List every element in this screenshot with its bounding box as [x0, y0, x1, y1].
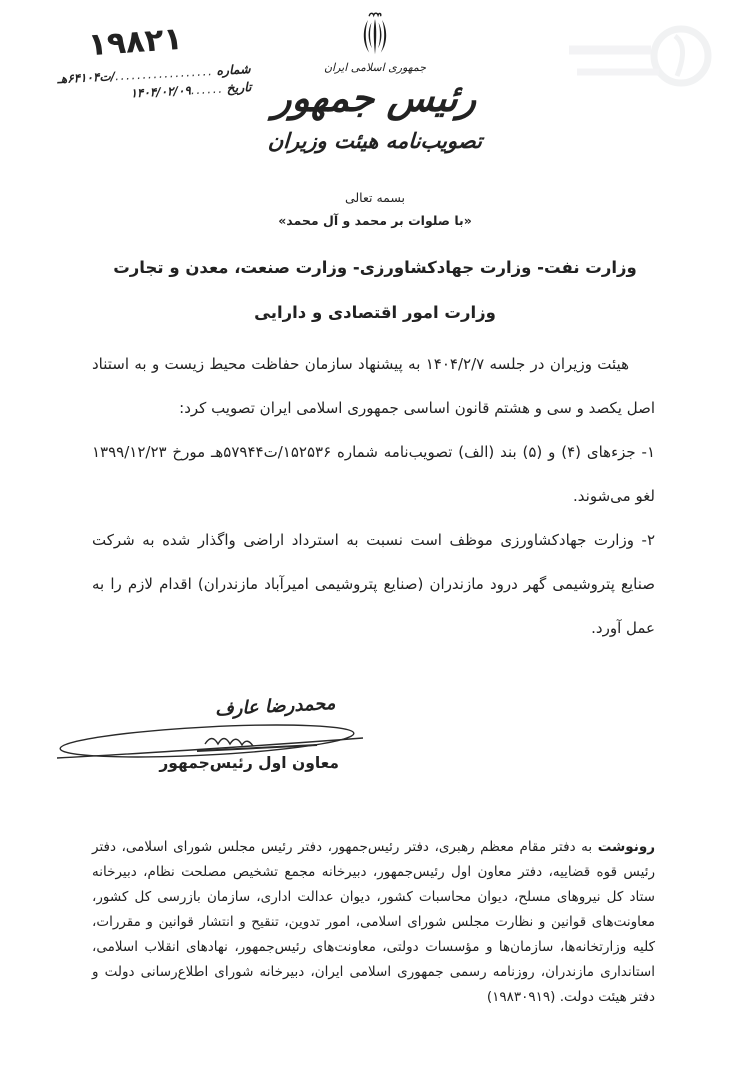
- invocation: [0, 190, 750, 228]
- document-type-title: تصویب‌نامه هیئت وزیران: [267, 129, 483, 153]
- letterhead: [0, 10, 750, 153]
- addressee-line2: وزارت امور اقتصادی و دارایی: [254, 303, 496, 322]
- signature-block: [55, 692, 367, 797]
- number-label: شماره: [215, 61, 251, 78]
- date-value: ۱۴۰۴/۰۲/۰۹: [130, 83, 192, 101]
- date-label: تاریخ: [226, 79, 252, 96]
- addressees: [60, 258, 690, 322]
- cc-label: رونوشت: [597, 839, 655, 855]
- signer-title: معاون اول رئیس‌جمهور: [159, 754, 339, 772]
- invocation-line2: «با صلوات بر محمد و آل محمد»: [278, 213, 472, 228]
- number-value: /ت۶۴۱۰۴هـ: [56, 69, 116, 87]
- cc-paragraph: [92, 835, 655, 1010]
- signer-name: محمدرضا عارف: [214, 692, 336, 721]
- iran-national-emblem-icon: [353, 10, 397, 60]
- country-title: جمهوری اسلامی ایران: [323, 61, 427, 74]
- number-dotted-leader: ..................: [114, 63, 214, 84]
- office-title: رئیس جمهور: [271, 76, 479, 120]
- decree-body: [92, 342, 655, 650]
- invocation-line1: بسمه تعالی: [344, 190, 406, 205]
- date-dotted-leader: ......: [190, 80, 224, 98]
- cc-body: به دفتر مقام معظم رهبری، دفتر رئیس‌جمهور، دفتر رئیس مجلس شورای اسلامی، دفتر رئیس قوه قضاییه، دفتر معاون اول رئیس‌جمهور، دبیرخانه مجمع تشخیص مصلحت نظام، دبیرخانه ستاد کل نیروهای مسلح، دیوان محاسبات کشور، دیوان عدالت اداری، سازمان بازرسی کل کشور، معاونت‌های قوانین و نظارت مجلس شورای اسلامی، امور تدوین، تنقیح و انتشار قوانین و مقررات، کلیه وزارتخانه‌ها، سازمان‌ها و مؤسسات دولتی، معاونت‌های رئیس‌جمهور، نهادهای انقلاب اسلامی، استانداری مازندران، روزنامه رسمی جمهوری اسلامی ایران، دبیرخانه شورای اطلاع‌رسانی دولت و دفتر هیئت دولت. (۱۹۸۳۰۹۱۹): [92, 839, 655, 1005]
- decree-item-1: ۱- جزءهای (۴) و (۵) بند (الف) تصویب‌نامه شماره ۱۵۲۵۳۶/ت۵۷۹۴۴هـ مورخ ۱۳۹۹/۱۲/۲۳ لغو می‌شوند.: [92, 443, 655, 505]
- handwritten-serial-number: ۱۹۸۲۱: [86, 20, 184, 64]
- decree-item-2: ۲- وزارت جهادکشاورزی موظف است نسبت به استرداد اراضی واگذار شده به شرکت صنایع پتروشیمی گهر درود مازندران (صنایع پتروشیمی امیرآباد مازندران) اقدام لازم را به عمل آورد.: [92, 531, 655, 637]
- decree-intro: هیئت وزیران در جلسه ۱۴۰۴/۲/۷ به پیشنهاد سازمان حفاظت محیط زیست و به استناد اصل یکصد و سی و هشتم قانون اساسی جمهوری اسلامی ایران تصویب کرد:: [92, 355, 655, 417]
- addressee-line1: وزارت نفت- وزارت جهادکشاورزی- وزارت صنعت، معدن و تجارت: [113, 258, 637, 277]
